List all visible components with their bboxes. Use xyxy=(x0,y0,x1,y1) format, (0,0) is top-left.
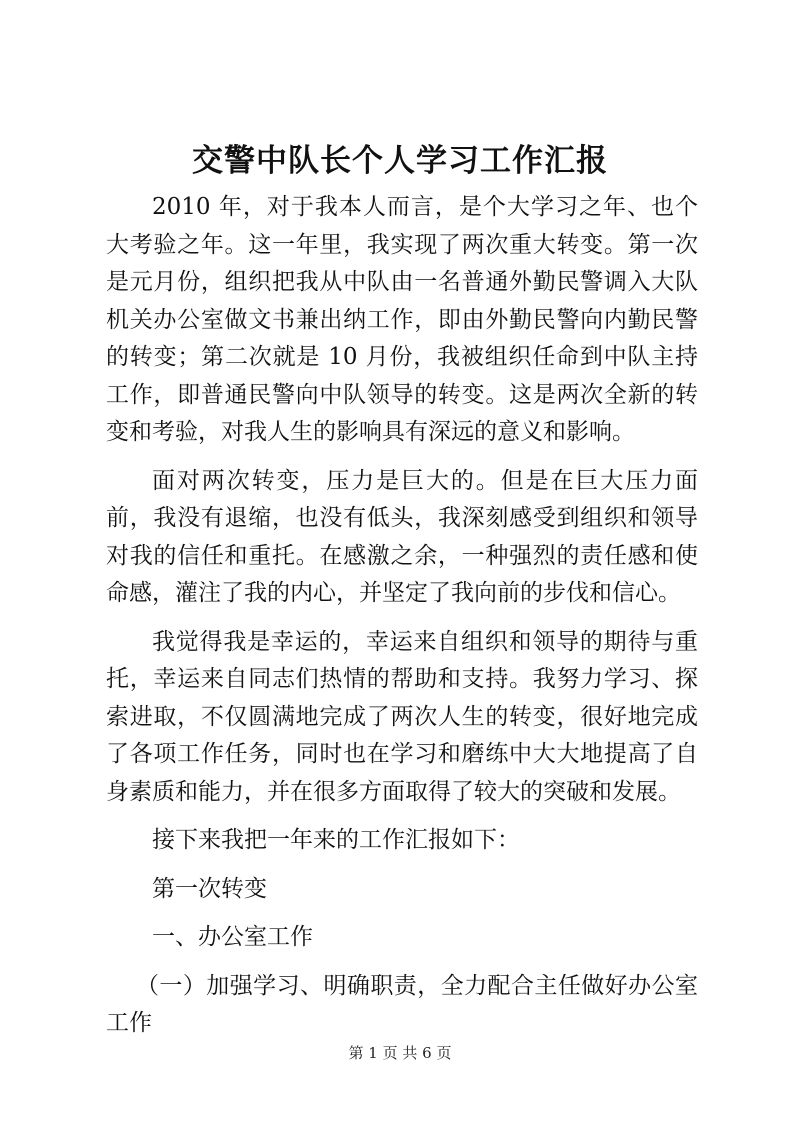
document-title: 交警中队长个人学习工作汇报 xyxy=(192,143,608,179)
section-heading-first-transition: 第一次转变 xyxy=(152,875,267,902)
section-heading-office-work: 一、办公室工作 xyxy=(152,924,313,950)
paragraph-3: 我觉得我是幸运的，幸运来自组织和领导的期待与重托，幸运来自同志们热情的帮助和支持。我努力学习、探索进取，不仅圆满地完成了两次人生的转变，很好地完成了各项工作任务，同时也在学习和磨练中大大地提高了自身素质和能力，并在很多方面取得了较大的突破和发展。 xyxy=(106,628,698,805)
paragraph-2: 面对两次转变，压力是巨大的。但是在巨大压力面前，我没有退缩，也没有低头，我深刻感受到组织和领导对我的信任和重托。在感激之余，一种强烈的责任感和使命感，灌注了我的内心，并坚定了我向前的步伐和信心。 xyxy=(106,467,698,606)
page-number-footer: 第 1 页 共 6 页 xyxy=(348,1044,452,1062)
paragraph-1: 2010 年，对于我本人而言，是个大学习之年、也个大考验之年。这一年里，我实现了两次重大转变。第一次是元月份，组织把我从中队由一名普通外勤民警调入大队机关办公室做文书兼出纳工作，即由外勤民警向内勤民警的转变；第二次就是 10 月份，我被组织任命到中队主持工作，即普通民警向中队领导的转变。这是两次全新的转变和考验，对我人生的影响具有深远的意义和影响。 xyxy=(106,194,698,445)
subsection-heading-1: （一）加强学习、明确职责，全力配合主任做好办公室工作 xyxy=(106,972,698,1036)
document-body xyxy=(106,189,698,1043)
paragraph-4: 接下来我把一年来的工作汇报如下： xyxy=(152,827,520,853)
